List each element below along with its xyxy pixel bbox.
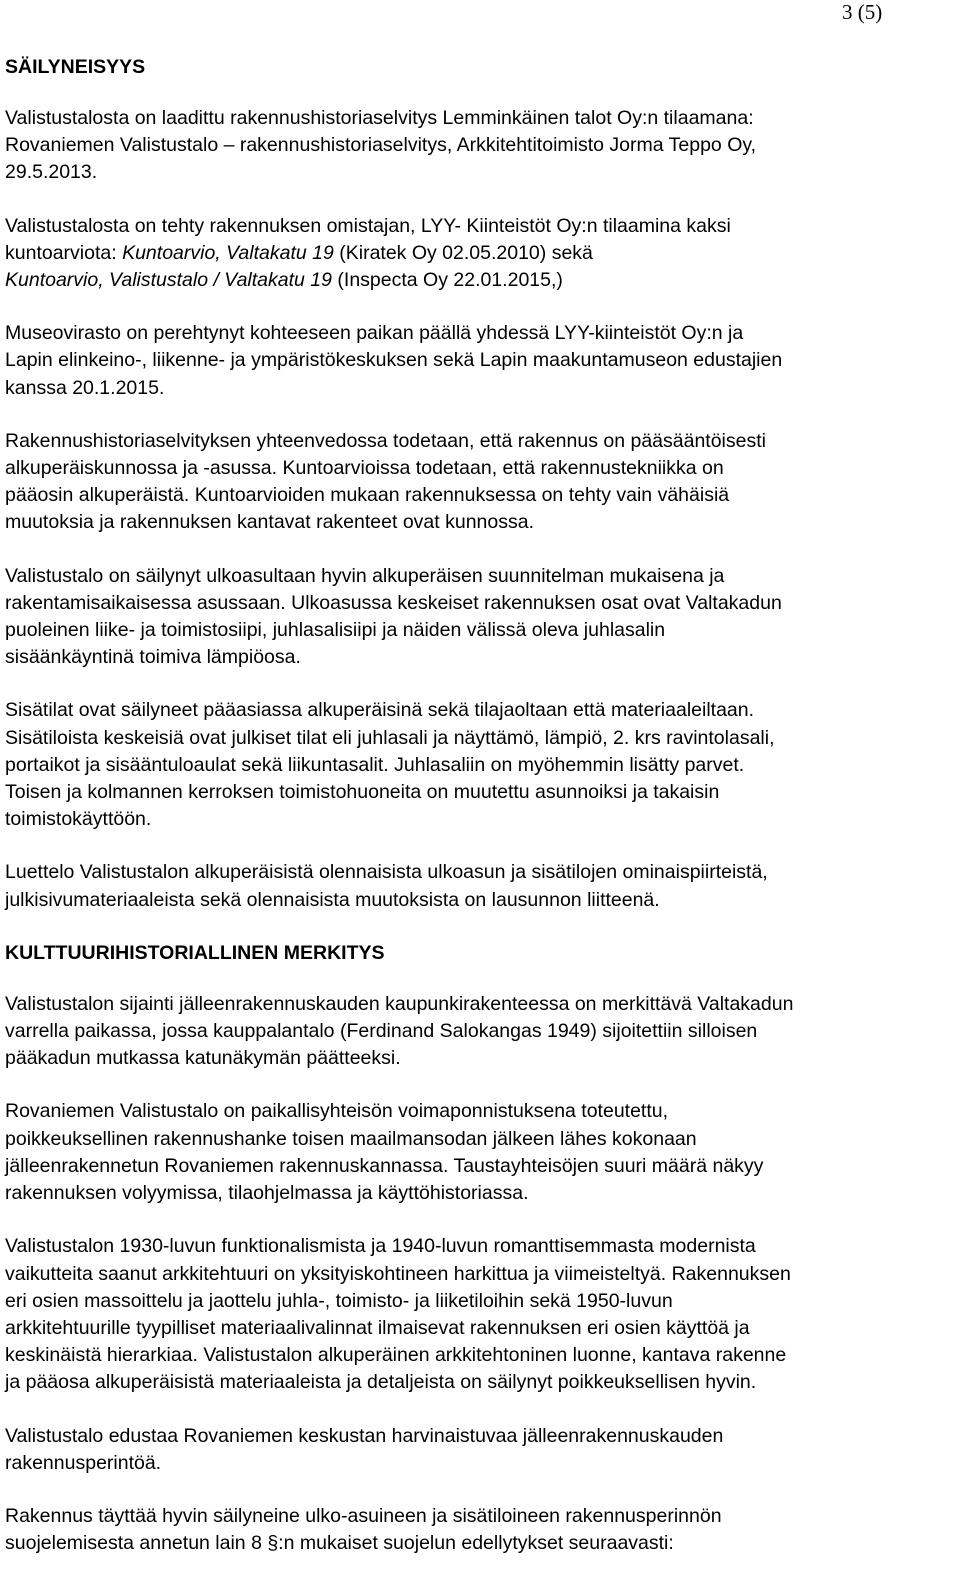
text-line: Luettelo Valistustalon alkuperäisistä olennaisista ulkoasun ja sisätilojen ominaispiirteistä, [5, 861, 768, 884]
text-line: kanssa 20.1.2015. [5, 376, 165, 399]
text-line: poikkeuksellinen rakennushanke toisen maailmansodan jälkeen lähes kokonaan [5, 1127, 697, 1150]
text-line [5, 240, 957, 267]
text-line: Sisätilat ovat säilyneet pääasiassa alkuperäisinä sekä tilajaoltaan että materiaaleiltaan. [5, 699, 755, 722]
text-line: Rakennushistoriaselvityksen yhteenvedossa todetaan, että rakennus on pääsääntöisesti [5, 429, 766, 452]
text-line: Rovaniemen Valistustalo on paikallisyhteisön voimaponnistuksena toteutettu, [5, 1100, 669, 1123]
text-fragment: kuntoarviota: [5, 241, 123, 264]
paragraph [5, 1233, 957, 1396]
paragraph [5, 1503, 957, 1557]
text-line: Valistustalosta on tehty rakennuksen omistajan, LYY- Kiinteistöt Oy:n tilaamina kaksi [5, 214, 731, 237]
text-line: ja pääosa alkuperäisistä materiaaleista ja detaljeista on säilynyt poikkeuksellisen hyvin. [5, 1371, 757, 1394]
paragraph [5, 320, 957, 402]
text-line: varrella paikassa, jossa kauppalantalo (Ferdinand Salokangas 1949) sijoitettiin silloisen [5, 1020, 758, 1043]
text-line: rakennusperintöä. [5, 1451, 162, 1474]
text-line: Rakennus täyttää hyvin säilyneine ulko-asuineen ja sisätiloineen rakennusperinnön [5, 1504, 722, 1527]
text-line: pääosin alkuperäistä. Kuntoarvioiden mukaan rakennuksessa on tehty vain vähäisiä [5, 484, 730, 507]
page-number: 3 (5) [842, 0, 883, 24]
text-line: Valistustalosta on laadittu rakennushistoriaselvitys Lemminkäinen talot Oy:n tilaamana: [5, 107, 754, 129]
paragraph [5, 213, 957, 295]
text-fragment: (Inspecta Oy 22.01.2015,) [332, 269, 563, 292]
text-line: rakentamisaikaisessa asussaan. Ulkoasussa keskeiset rakennuksen osat ovat Valtakadun [5, 591, 782, 614]
text-line: Lapin elinkeino-, liikenne- ja ympäristökeskuksen sekä Lapin maakuntamuseon edustajien [5, 349, 783, 372]
text-line: alkuperäiskunnossa ja -asussa. Kuntoarvioissa todetaan, että rakennustekniikka on [5, 457, 724, 480]
paragraph [5, 697, 957, 833]
text-line: Rovaniemen Valistustalo – rakennushistoriaselvitys, Arkkitehtitoimisto Jorma Teppo Oy, [5, 134, 757, 157]
paragraph [5, 1423, 957, 1477]
text-line: Valistustalo edustaa Rovaniemen keskustan harvinaistuvaa jälleenrakennuskauden [5, 1424, 724, 1447]
text-line: toimistokäyttöön. [5, 808, 152, 831]
report-title: Kuntoarvio, Valistustalo / Valtakatu 19 [5, 269, 332, 292]
text-line: jälleenrakennetun Rovaniemen rakennuskannassa. Taustayhteisöjen suuri määrä näkyy [5, 1154, 764, 1177]
paragraph [5, 1098, 957, 1207]
section-heading-kulttuurihistoriallinen: KULTTUURIHISTORIALLINEN MERKITYS [5, 941, 385, 964]
text-line: Museovirasto on perehtynyt kohteeseen paikan päällä yhdessä LYY-kiinteistöt Oy:n ja [5, 322, 744, 345]
text-line: Sisätiloista keskeisiä ovat julkiset tilat eli juhlasali ja näyttämö, lämpiö, 2. krs ravintolasali, [5, 726, 775, 749]
text-line: pääkadun mutkassa katunäkymän päätteeksi. [5, 1047, 401, 1070]
text-line: Valistustalo on säilynyt ulkoasultaan hyvin alkuperäisen suunnitelman mukaisena ja [5, 564, 725, 587]
text-line [5, 267, 957, 294]
text-line: Valistustalon sijainti jälleenrakennuskauden kaupunkirakenteessa on merkittävä Valtakadun [5, 992, 794, 1015]
section-heading-sailyneisyys: SÄILYNEISYYS [5, 56, 146, 78]
text-line: 29.5.2013. [5, 161, 98, 184]
text-fragment: (Kiratek Oy 02.05.2010) sekä [333, 241, 593, 264]
report-title: Kuntoarvio, Valtakatu 19 [122, 241, 334, 264]
paragraph [5, 105, 957, 187]
text-line: arkkitehtuurille tyypilliset materiaalivalinnat ilmaisevat rakennuksen eri osien käyttöä ja [5, 1316, 750, 1339]
paragraph [5, 563, 957, 672]
text-line: eri osien massoittelu ja jaottelu juhla-, toimisto- ja liiketiloihin sekä 1950-luvun [5, 1289, 673, 1312]
paragraph [5, 428, 957, 537]
document-body [5, 54, 957, 1583]
text-line: julkisivumateriaaleista sekä olennaisista muutoksista on lausunnon liitteenä. [5, 888, 660, 911]
text-line: sisäänkäyntinä toimiva lämpiöosa. [5, 646, 301, 669]
paragraph [5, 991, 957, 1073]
text-line: suojelemisesta annetun lain 8 §:n mukaiset suojelun edellytykset seuraavasti: [5, 1532, 674, 1555]
text-line: puoleinen liike- ja toimistosiipi, juhlasalisiipi ja näiden välissä oleva juhlasalin [5, 619, 666, 642]
text-line: Valistustalon 1930-luvun funktionalismista ja 1940-luvun romanttisemmasta modernista [5, 1235, 756, 1258]
text-line: keskinäistä hierarkiaa. Valistustalon alkuperäinen arkkitehtoninen luonne, kantava rakenne [5, 1344, 787, 1367]
text-line: rakennuksen volyymissa, tilaohjelmassa ja käyttöhistoriassa. [5, 1182, 529, 1205]
text-line: muutoksia ja rakennuksen kantavat rakenteet ovat kunnossa. [5, 511, 534, 534]
text-line: portaikot ja sisääntuloaulat sekä liikuntasalit. Juhlasaliin on myöhemmin lisätty parvet. [5, 753, 745, 776]
text-line: vaikutteita saanut arkkitehtuuri on yksityiskohtineen harkittua ja viimeisteltyä. Rakennuksen [5, 1262, 791, 1285]
text-line: Toisen ja kolmannen kerroksen toimistohuoneita on muutettu asunnoiksi ja takaisin [5, 781, 720, 804]
paragraph [5, 859, 957, 913]
